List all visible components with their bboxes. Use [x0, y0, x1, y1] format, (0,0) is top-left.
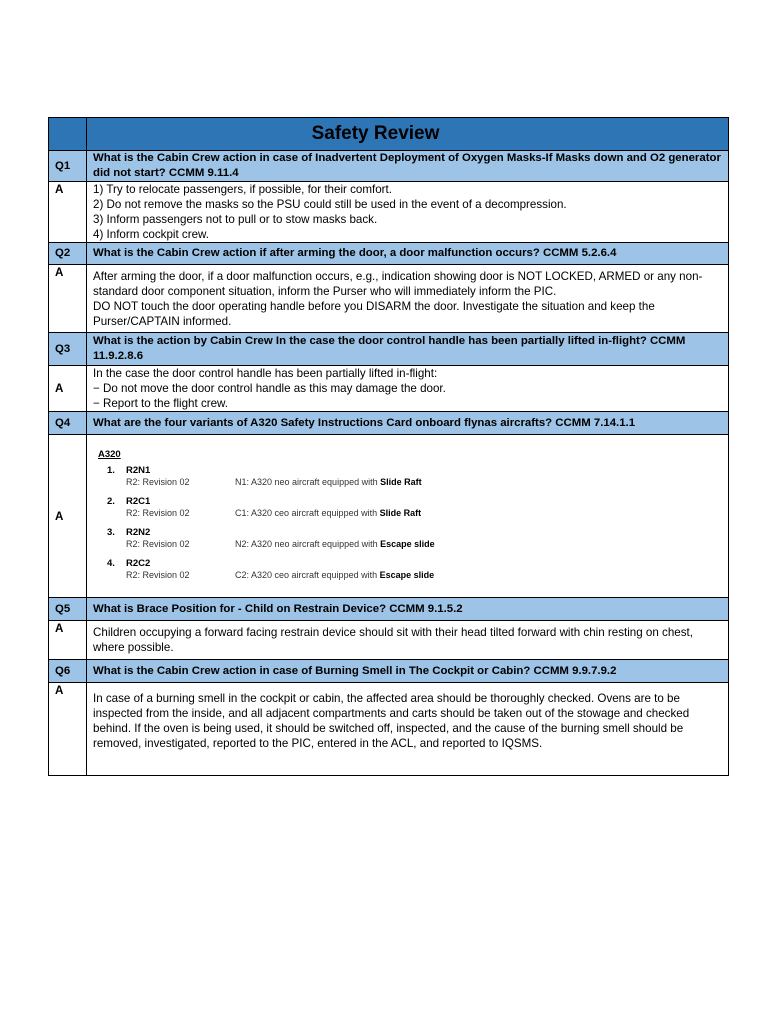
variant-code: R2N2	[126, 527, 151, 538]
variant-equipment: Escape slide	[380, 539, 435, 549]
question-row-q1	[49, 151, 729, 182]
answer-label: A	[49, 683, 87, 776]
variant-description: C1: A320 ceo aircraft equipped with Slide Raft	[235, 508, 422, 518]
answer-row-q5	[49, 621, 729, 660]
question-row-q5	[49, 598, 729, 621]
answer-label: A	[49, 621, 87, 660]
answer-text: Children occupying a forward facing restrain device should sit with their head tilted forward with chin resting on chest, where possible.	[87, 621, 729, 660]
variant-number: 3.	[107, 527, 115, 538]
answer-row-q3	[49, 366, 729, 412]
answer-text: In case of a burning smell in the cockpit or cabin, the affected area should be thoroughly checked. Ovens are to be inspected from the inside, and all adjacent compartments and carts should be taken out of the stowage and checked behind. If the oven is being used, it should be switched off, inspected, and the cause of the burning smell should be removed, investigated, reported to the PIC, entered in the ACL, and reported to IQSMS.	[87, 683, 729, 776]
variant-revision: R2: Revision 02	[126, 477, 190, 487]
question-label: Q3	[49, 333, 87, 366]
answer-row-q4	[49, 435, 729, 598]
question-text: What is the Cabin Crew action in case of Burning Smell in The Cockpit or Cabin? CCMM 9.9.7.9.2	[87, 660, 729, 683]
question-label: Q1	[49, 151, 87, 182]
variant-description: C2: A320 ceo aircraft equipped with Escape slide	[235, 570, 435, 580]
variant-item	[107, 496, 627, 522]
page-title: Safety Review	[87, 118, 729, 151]
variant-code: R2C1	[126, 496, 151, 507]
variant-equipment: Slide Raft	[379, 508, 422, 518]
answer-label: A	[49, 435, 87, 598]
variant-equipment: Escape slide	[379, 570, 435, 580]
question-text: What is the Cabin Crew action in case of Inadvertent Deployment of Oxygen Masks-If Masks down and O2 generator did not start? CCMM 9.11.4	[87, 151, 729, 182]
answer-text: After arming the door, if a door malfunction occurs, e.g., indication showing door is NOT LOCKED, ARMED or any non-standard door component situation, inform the Purser who will immediately inform the PIC. DO NOT touch the door operating handle before you DISARM the door. Investigate the situation and keep the Purser/CAPTAIN informed.	[87, 265, 729, 333]
question-row-q4	[49, 412, 729, 435]
variant-code: R2N1	[126, 465, 151, 476]
variant-number: 4.	[107, 558, 115, 569]
variant-item	[107, 527, 627, 553]
question-label: Q5	[49, 598, 87, 621]
answer-label: A	[49, 182, 87, 243]
question-label: Q4	[49, 412, 87, 435]
answer-row-q2	[49, 265, 729, 333]
card-header: A320	[98, 449, 121, 460]
question-text: What is the action by Cabin Crew In the case the door control handle has been partially lifted in-flight? CCMM 11.9.2.8.6	[87, 333, 729, 366]
variant-description: N2: A320 neo aircraft equipped with Escape slide	[235, 539, 435, 549]
answer-label: A	[49, 366, 87, 412]
question-row-q6	[49, 660, 729, 683]
variant-number: 1.	[107, 465, 115, 476]
variant-revision: R2: Revision 02	[126, 539, 190, 549]
answer-label: A	[49, 265, 87, 333]
question-row-q2	[49, 243, 729, 265]
variant-number: 2.	[107, 496, 115, 507]
title-corner-cell	[49, 118, 87, 151]
question-row-q3	[49, 333, 729, 366]
answer-text: In the case the door control handle has been partially lifted in-flight: − Do not move the door control handle as this may damage the door. − Report to the flight crew.	[87, 366, 729, 412]
question-label: Q2	[49, 243, 87, 265]
question-text: What is the Cabin Crew action if after arming the door, a door malfunction occurs? CCMM 5.2.6.4	[87, 243, 729, 265]
variant-item	[107, 465, 627, 491]
question-text: What are the four variants of A320 Safety Instructions Card onboard flynas aircrafts? CCMM 7.14.1.1	[87, 412, 729, 435]
question-text: What is Brace Position for - Child on Restrain Device? CCMM 9.1.5.2	[87, 598, 729, 621]
variant-revision: R2: Revision 02	[126, 508, 190, 518]
safety-card-list	[87, 435, 728, 597]
answer-row-q1	[49, 182, 729, 243]
safety-review-table	[48, 117, 729, 776]
question-label: Q6	[49, 660, 87, 683]
variant-revision: R2: Revision 02	[126, 570, 190, 580]
title-row	[49, 118, 729, 151]
safety-card-cell	[87, 435, 729, 598]
answer-row-q6	[49, 683, 729, 776]
variant-item	[107, 558, 627, 584]
variant-equipment: Slide Raft	[380, 477, 422, 487]
variant-code: R2C2	[126, 558, 151, 569]
answer-text: 1) Try to relocate passengers, if possible, for their comfort. 2) Do not remove the masks so the PSU could still be used in the event of a decompression. 3) Inform passengers not to pull or to stow masks back. 4) Inform cockpit crew.	[87, 182, 729, 243]
variant-description: N1: A320 neo aircraft equipped with Slide Raft	[235, 477, 422, 487]
